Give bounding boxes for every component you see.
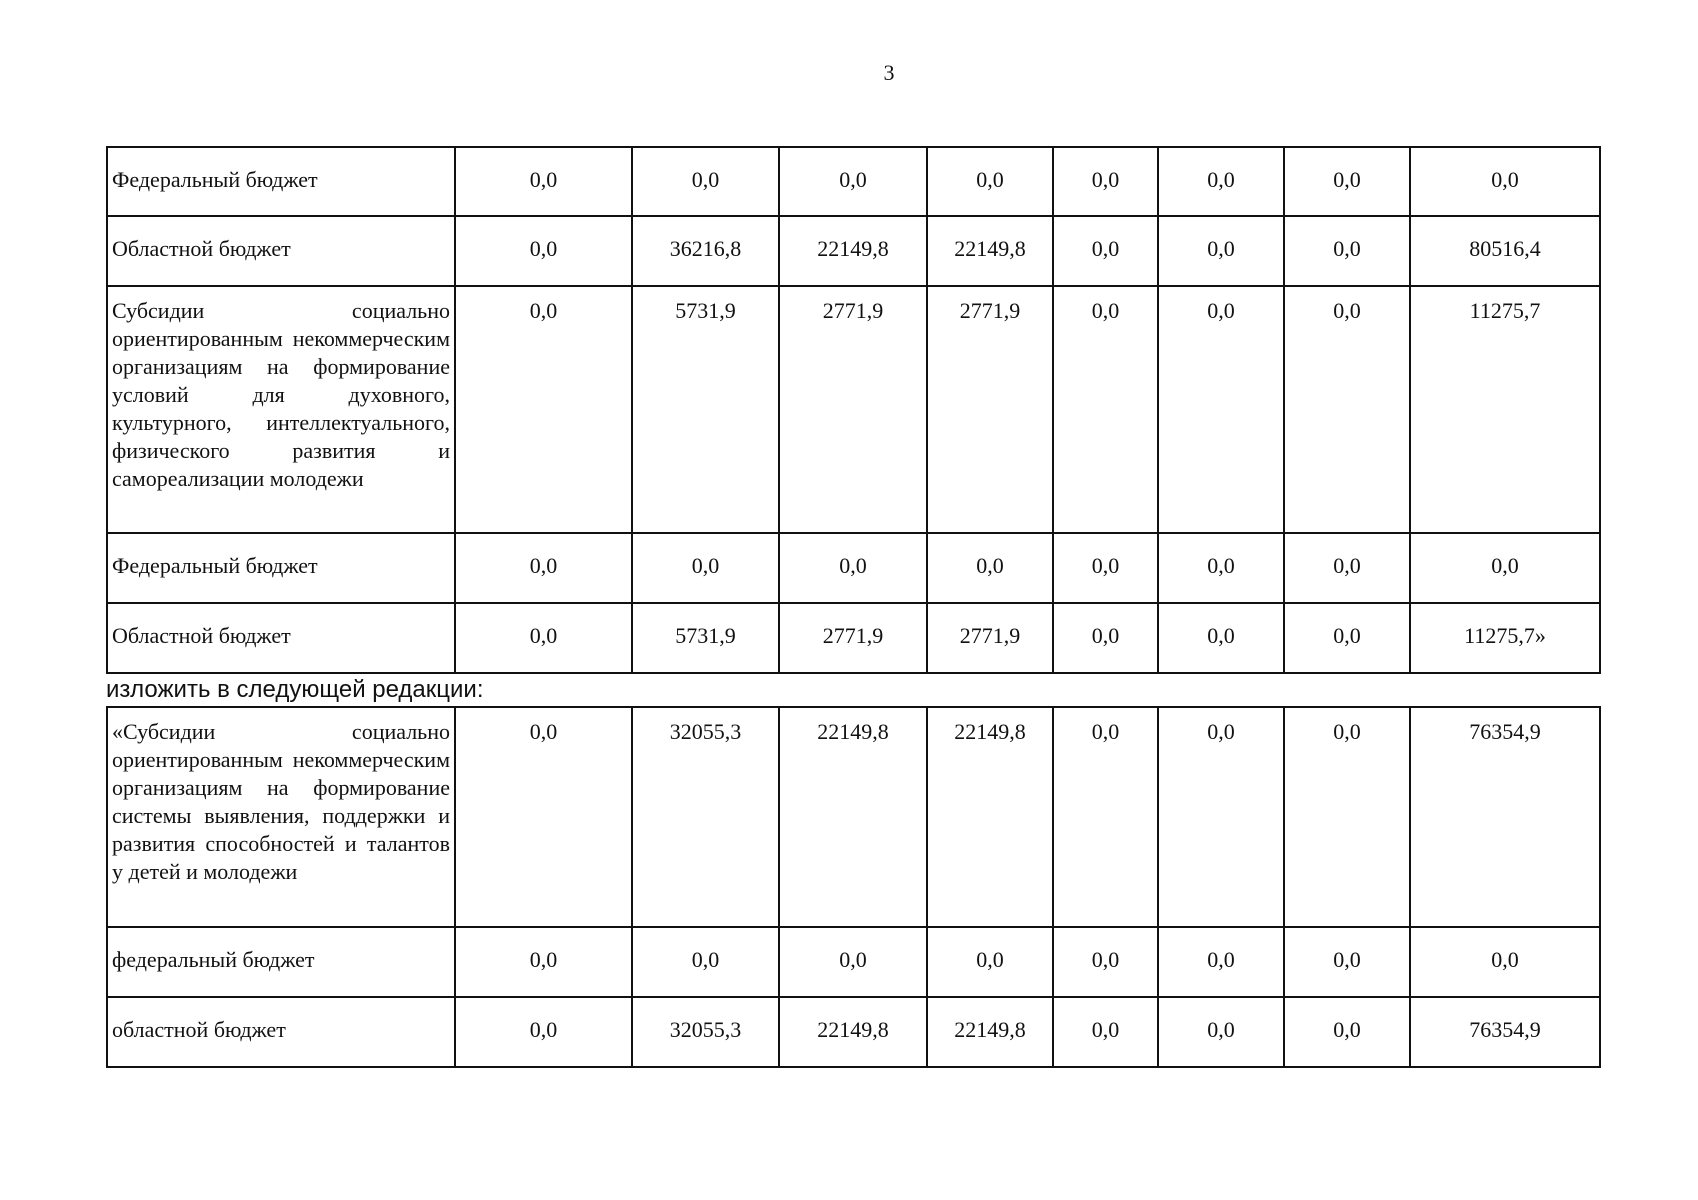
table-row bbox=[107, 147, 1600, 216]
table-cell: 0,0 bbox=[1284, 997, 1410, 1067]
table-cell: 22149,8 bbox=[927, 997, 1053, 1067]
table-cell: 0,0 bbox=[455, 216, 632, 286]
table-cell: 0,0 bbox=[1284, 533, 1410, 603]
table-row bbox=[107, 216, 1600, 286]
table-cell: 0,0 bbox=[1158, 533, 1284, 603]
table-cell: 0,0 bbox=[1053, 603, 1158, 673]
table-cell: 2771,9 bbox=[779, 286, 927, 533]
table-cell: 36216,8 bbox=[632, 216, 779, 286]
table-cell: 0,0 bbox=[779, 147, 927, 216]
table-cell: 0,0 bbox=[632, 147, 779, 216]
page-number: 3 bbox=[883, 60, 895, 85]
table-cell: 0,0 bbox=[1284, 286, 1410, 533]
table-cell: 0,0 bbox=[1284, 707, 1410, 927]
table-cell: 0,0 bbox=[455, 147, 632, 216]
table-cell: 0,0 bbox=[1158, 216, 1284, 286]
table-cell: 0,0 bbox=[455, 707, 632, 927]
table-cell: 2771,9 bbox=[779, 603, 927, 673]
table-cell: 0,0 bbox=[779, 533, 927, 603]
table-cell: 0,0 bbox=[455, 286, 632, 533]
table-row bbox=[107, 286, 1600, 533]
table-cell: 0,0 bbox=[1158, 707, 1284, 927]
table-cell: 0,0 bbox=[1053, 147, 1158, 216]
table-cell: 0,0 bbox=[632, 927, 779, 997]
table-cell: 2771,9 bbox=[927, 286, 1053, 533]
table-cell: 22149,8 bbox=[779, 707, 927, 927]
row-label: Областной бюджет bbox=[107, 603, 455, 673]
table-cell: 22149,8 bbox=[927, 216, 1053, 286]
table-cell: 0,0 bbox=[632, 533, 779, 603]
table-cell: 0,0 bbox=[1158, 147, 1284, 216]
table-cell: 0,0 bbox=[455, 603, 632, 673]
table-cell: 22149,8 bbox=[779, 997, 927, 1067]
table-cell: 0,0 bbox=[1410, 533, 1600, 603]
table-cell: 32055,3 bbox=[632, 707, 779, 927]
table-cell: 11275,7» bbox=[1410, 603, 1600, 673]
table-cell: 22149,8 bbox=[779, 216, 927, 286]
table-cell: 0,0 bbox=[1158, 927, 1284, 997]
table-cell: 0,0 bbox=[779, 927, 927, 997]
table-cell: 76354,9 bbox=[1410, 707, 1600, 927]
table-cell: 22149,8 bbox=[927, 707, 1053, 927]
table-cell: 0,0 bbox=[927, 927, 1053, 997]
table-cell: 11275,7 bbox=[1410, 286, 1600, 533]
table-cell: 0,0 bbox=[1410, 147, 1600, 216]
row-label: федеральный бюджет bbox=[107, 927, 455, 997]
table-cell: 0,0 bbox=[1284, 147, 1410, 216]
table-row bbox=[107, 707, 1600, 927]
table-cell: 0,0 bbox=[1053, 533, 1158, 603]
table-row bbox=[107, 603, 1600, 673]
row-label: Федеральный бюджет bbox=[107, 533, 455, 603]
table-cell: 76354,9 bbox=[1410, 997, 1600, 1067]
table-cell: 0,0 bbox=[927, 533, 1053, 603]
table-cell: 0,0 bbox=[1158, 286, 1284, 533]
table-cell: 5731,9 bbox=[632, 603, 779, 673]
table-cell: 0,0 bbox=[455, 997, 632, 1067]
table-cell: 5731,9 bbox=[632, 286, 779, 533]
row-label: Областной бюджет bbox=[107, 216, 455, 286]
table-cell: 0,0 bbox=[1284, 927, 1410, 997]
table-cell: 0,0 bbox=[1053, 216, 1158, 286]
table-cell: 0,0 bbox=[1158, 603, 1284, 673]
budget-table-current bbox=[106, 146, 1601, 674]
table-cell: 0,0 bbox=[1053, 707, 1158, 927]
table-cell: 0,0 bbox=[1284, 603, 1410, 673]
row-label: «Субсидии социально ориентированным некоммерческим организациям на формирование системы выявления, поддержки и развития способностей и талантов у детей и молодежи bbox=[107, 707, 455, 927]
amendment-instruction: изложить в следующей редакции: bbox=[106, 676, 484, 703]
table-cell: 0,0 bbox=[455, 927, 632, 997]
table-cell: 80516,4 bbox=[1410, 216, 1600, 286]
table-cell: 0,0 bbox=[1410, 927, 1600, 997]
table-cell: 32055,3 bbox=[632, 997, 779, 1067]
table-cell: 0,0 bbox=[1158, 997, 1284, 1067]
table-row bbox=[107, 927, 1600, 997]
table-cell: 0,0 bbox=[927, 147, 1053, 216]
table-row bbox=[107, 997, 1600, 1067]
row-label: областной бюджет bbox=[107, 997, 455, 1067]
table-cell: 2771,9 bbox=[927, 603, 1053, 673]
row-label: Субсидии социально ориентированным некоммерческим организациям на формирование условий для духовного, культурного, интеллектуального, физического развития и самореализации молодежи bbox=[107, 286, 455, 533]
table-cell: 0,0 bbox=[1053, 286, 1158, 533]
table-cell: 0,0 bbox=[1053, 927, 1158, 997]
table-cell: 0,0 bbox=[455, 533, 632, 603]
budget-table-new bbox=[106, 706, 1601, 1068]
table-row bbox=[107, 533, 1600, 603]
table-cell: 0,0 bbox=[1053, 997, 1158, 1067]
table-cell: 0,0 bbox=[1284, 216, 1410, 286]
row-label: Федеральный бюджет bbox=[107, 147, 455, 216]
